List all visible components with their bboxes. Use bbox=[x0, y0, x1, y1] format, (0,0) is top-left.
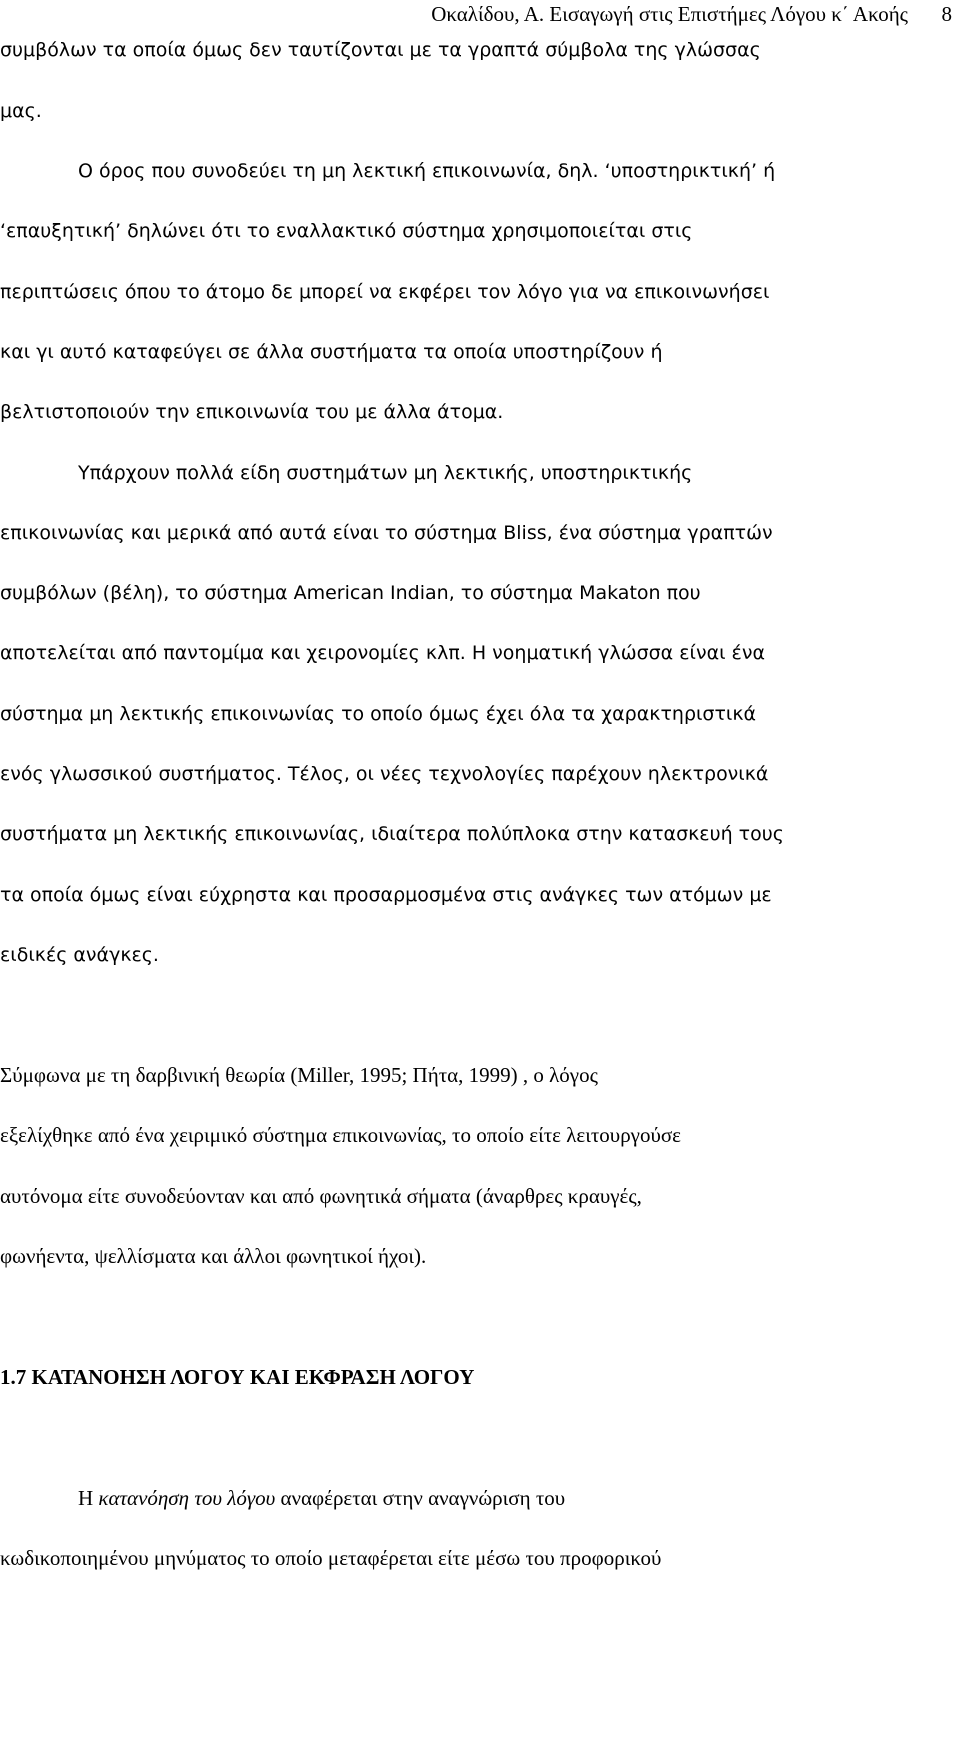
paragraph-3-line-2: επικοινωνίας και μερικά από αυτά είναι το σύστημα Bliss, ένα σύστημα γραπτών bbox=[0, 522, 773, 544]
paragraph-4-line-4: φωνήεντα, ψελλίσματα και άλλοι φωνητικοί ήχοι). bbox=[0, 1244, 427, 1268]
running-title: Οκαλίδου, Α. Εισαγωγή στις Επιστήμες Λόγου κ΄ Ακοής bbox=[431, 2, 908, 26]
page-header bbox=[0, 0, 960, 30]
paragraph-2-line-3: περιπτώσεις όπου το άτομο δε μπορεί να εκφέρει τον λόγο για να επικοινωνήσει bbox=[0, 281, 770, 303]
paragraph-3-line-8: τα οποία όμως είναι εύχρηστα και προσαρμοσμένα στις ανάγκες των ατόμων με bbox=[0, 884, 772, 906]
paragraph-1-line-1: συμβόλων τα οποία όμως δεν ταυτίζονται με τα γραπτά σύμβολα της γλώσσας bbox=[0, 39, 761, 61]
paragraph-3-line-1: Υπάρχουν πολλά είδη συστημάτων μη λεκτικής, υποστηρικτικής bbox=[78, 462, 693, 484]
paragraph-1-line-2: μας. bbox=[0, 100, 42, 122]
paragraph-2-line-2: ‘επαυξητική’ δηλώνει ότι το εναλλακτικό σύστημα χρησιμοποιείται στις bbox=[0, 220, 693, 242]
paragraph-4-line-3: αυτόνομα είτε συνοδεύονταν και από φωνητικά σήματα (άναρθρες κραυγές, bbox=[0, 1184, 642, 1208]
paragraph-4-line-2: εξελίχθηκε από ένα χειριμικό σύστημα επικοινωνίας, το οποίο είτε λειτουργούσε bbox=[0, 1123, 682, 1147]
paragraph-3-line-4: αποτελείται από παντομίμα και χειρονομίες κλπ. Η νοηματική γλώσσα είναι ένα bbox=[0, 642, 765, 664]
paragraph-3-line-5: σύστημα μη λεκτικής επικοινωνίας το οποίο όμως έχει όλα τα χαρακτηριστικά bbox=[0, 703, 757, 725]
paragraph-2-line-5: βελτιστοποιούν την επικοινωνία του με άλλα άτομα. bbox=[0, 401, 504, 423]
paragraph-3-line-6: ενός γλωσσικού συστήματος. Τέλος, οι νέες τεχνολογίες παρέχουν ηλεκτρονικά bbox=[0, 763, 769, 785]
paragraph-5-line-2: κωδικοποιημένου μηνύματος το οποίο μεταφέρεται είτε μέσω του προφορικού bbox=[0, 1546, 662, 1570]
paragraph-5-line-1 bbox=[78, 1483, 565, 1513]
section-heading: 1.7 ΚΑΤΑΝΟΗΣΗ ΛΟΓΟΥ ΚΑΙ ΕΚΦΡΑΣΗ ΛΟΓΟΥ bbox=[0, 1365, 475, 1389]
paragraph-3-line-7: συστήματα μη λεκτικής επικοινωνίας, ιδιαίτερα πολύπλοκα στην κατασκευή τους bbox=[0, 823, 784, 845]
paragraph-4-line-1: Σύμφωνα με τη δαρβινική θεωρία (Miller, 1995; Πήτα, 1999) , ο λόγος bbox=[0, 1063, 598, 1087]
paragraph-3-line-3: συμβόλων (βέλη), το σύστημα American Indian, το σύστημα Makaton που bbox=[0, 582, 701, 604]
paragraph-5-line-1-end: αναφέρεται στην αναγνώριση του bbox=[275, 1486, 566, 1510]
paragraph-2-line-1: Ο όρος που συνοδεύει τη μη λεκτική επικοινωνία, δηλ. ‘υποστηρικτική’ ή bbox=[78, 160, 776, 182]
paragraph-2-line-4: και γι αυτό καταφεύγει σε άλλα συστήματα τα οποία υποστηρίζουν ή bbox=[0, 341, 663, 363]
paragraph-5-line-1-start: Η bbox=[78, 1486, 99, 1510]
paragraph-3-line-9: ειδικές ανάγκες. bbox=[0, 944, 159, 966]
italic-term: κατανόηση του λόγου bbox=[98, 1486, 276, 1510]
page-number: 8 bbox=[941, 2, 952, 26]
